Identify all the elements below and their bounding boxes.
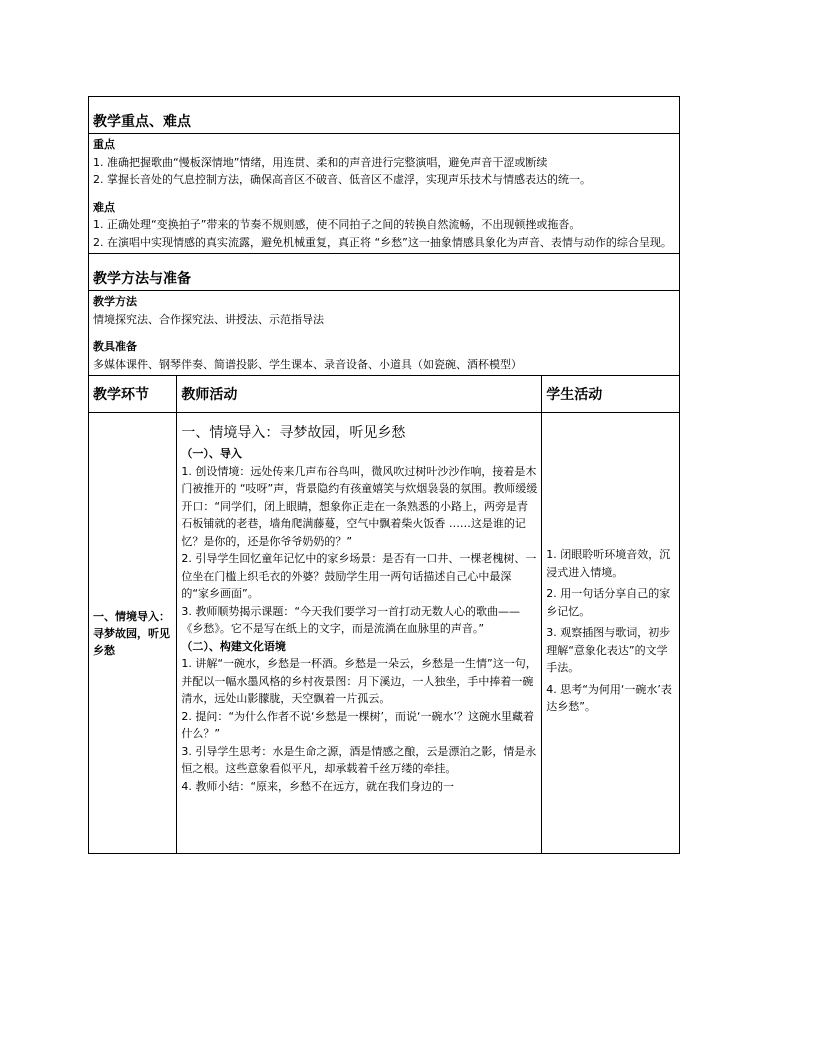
difficult-points-label: 难点 [93, 200, 115, 214]
focus-section-title: 教学重点、难点 [89, 97, 680, 134]
col-header-student: 学生活动 [542, 376, 680, 413]
teacher-part2-item: 4. 教师小结：“原来，乡愁不在远方，就在我们身边的一 [181, 779, 455, 793]
focus-table [88, 96, 680, 376]
teacher-part2-item: 2. 提问：“为什么作者不说‘乡愁是一棵树’，而说‘一碗水’？这碗水里藏着什么？” [181, 709, 535, 740]
key-points-label: 重点 [93, 138, 115, 151]
key-point-item: 2. 掌握长音处的气息控制方法，确保高音区不破音、低音区不虚浮，实现声乐技术与情感表达的统一。 [93, 173, 591, 186]
student-activity [542, 413, 680, 854]
col-header-teacher: 教师活动 [177, 376, 542, 413]
stage-name: 一、情境导入：寻梦故园，听见乡愁 [89, 413, 177, 854]
teacher-activity [177, 413, 542, 854]
difficult-point-item: 2. 在演唱中实现情感的真实流露，避免机械重复，真正将 “乡愁”这一抽象情感具象化为声音、表情与动作的综合呈现。 [93, 235, 672, 249]
method-text: 情境探究法、合作探究法、讲授法、示范指导法 [93, 312, 324, 326]
teacher-part2-item: 3. 引导学生思考：水是生命之源，酒是情感之酿，云是漂泊之影，情是永恒之根。这些意象看似平凡，却承载着千丝万缕的牵挂。 [181, 744, 537, 775]
col-header-stage: 教学环节 [89, 376, 177, 413]
process-table [88, 376, 680, 854]
method-label: 教学方法 [93, 295, 137, 308]
teacher-heading: 一、情境导入：寻梦故园，听见乡愁 [181, 425, 406, 441]
student-item: 3. 观察插图与歌词，初步理解“意象化表达”的文学手法。 [546, 626, 671, 675]
tools-text: 多媒体课件、钢琴伴奏、简谱投影、学生课本、录音设备、小道具（如瓷碗、酒杯模型） [93, 357, 522, 371]
teacher-part1-item: 1. 创设情境：远处传来几声布谷鸟叫，微风吹过树叶沙沙作响，接着是木门被推开的 “吱呀”声，背景隐约有孩童嬉笑与炊烟袅袅的氛围。教师缓缓开口：“同学们，闭上眼睛，想象你正走在一条熟悉的小路上，两旁是青石板铺就的老巷，墙角爬满藤蔓，空气中飘着柴火饭香 ……这是谁的记忆？是你的，还是你爷爷奶奶的？” [181, 464, 538, 548]
teacher-part2-item: 1. 讲解“一碗水，乡愁是一杯酒。乡愁是一朵云，乡愁是一生情”这一句，并配以一幅水墨风格的乡村夜景图：月下溪边，一人独坐，手中捧着一碗清水，远处山影朦胧，天空飘着一片孤云。 [181, 657, 537, 705]
key-point-item: 1. 准确把握歌曲“慢板深情地”情绪，用连贯、柔和的声音进行完整演唱，避免声音干涩或断续 [93, 155, 548, 169]
teacher-part1-item: 2. 引导学生回忆童年记忆中的家乡场景：是否有一口井、一棵老槐树、一位坐在门槛上织毛衣的外婆？鼓励学生用一两句话描述自己心中最深的“家乡画面”。 [181, 552, 537, 600]
lesson-plan-page [88, 96, 680, 854]
focus-section-body [89, 134, 680, 254]
student-item: 2. 用一句话分享自己的家乡记忆。 [546, 587, 671, 618]
teacher-part1-title: （一）、导入 [181, 447, 242, 460]
student-item: 4. 思考“为何用‘一碗水’表达乡愁”。 [546, 682, 672, 714]
difficult-point-item: 1. 正确处理“变换拍子”带来的节奏不规则感，使不同拍子之间的转换自然流畅，不出现顿挫或拖沓。 [93, 218, 581, 231]
teacher-part2-title: （二）、构建文化语境 [181, 639, 286, 653]
tools-label: 教具准备 [93, 340, 137, 353]
methods-section-body [89, 291, 680, 376]
methods-section-title: 教学方法与准备 [89, 254, 680, 291]
teacher-part1-item: 3. 教师顺势揭示课题：“今天我们要学习一首打动无数人心的歌曲——《乡愁》。它不是写在纸上的文字，而是流淌在血脉里的声音。” [181, 604, 521, 635]
student-item: 1. 闭眼聆听环境音效，沉浸式进入情境。 [546, 548, 671, 579]
